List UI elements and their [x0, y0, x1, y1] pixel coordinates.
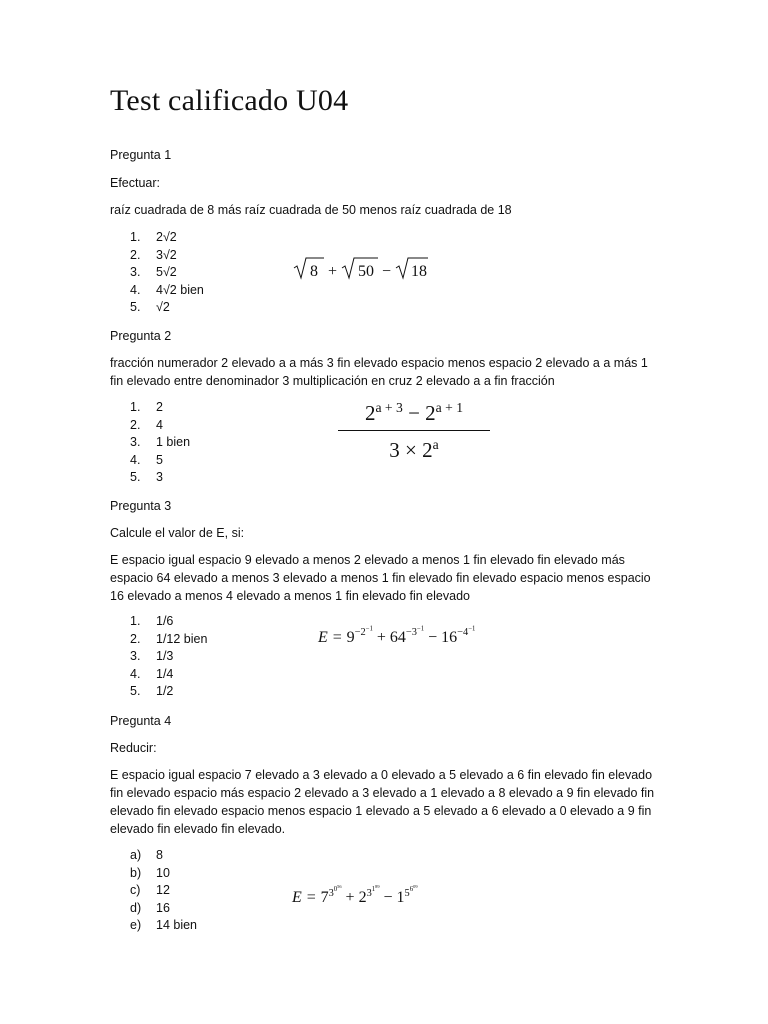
option	[130, 666, 207, 684]
option-text: 5√2	[156, 265, 177, 280]
option-marker: b)	[130, 865, 142, 880]
option-marker: 4.	[130, 282, 141, 297]
option-marker: c)	[130, 883, 141, 898]
radicand: 18	[411, 263, 427, 280]
option	[130, 229, 204, 247]
option-text: 1/6	[156, 614, 174, 628]
option	[130, 613, 207, 631]
option	[130, 417, 190, 435]
option-marker: 2.	[130, 417, 141, 432]
option	[130, 399, 190, 417]
option-text: 1/2	[156, 684, 174, 699]
option-text: 1/3	[156, 649, 174, 664]
option-marker: 4.	[130, 452, 141, 467]
option	[130, 247, 204, 265]
option-text: 1/4	[156, 666, 174, 681]
question-4-options	[130, 847, 197, 935]
option-text: 8	[156, 848, 163, 862]
option-text: 5	[156, 452, 163, 467]
page-title: Test calificado U04	[110, 84, 349, 117]
question-3-statement: E espacio igual espacio 9 elevado a menos 2 elevado a menos 1 fin elevado fin elevado más espacio 64 elevado a menos 3 elevado a menos 1 fin elevado fin elevado espacio menos espacio 16 elevado a menos 4 elevado a menos 1 fin elevado fin elevado	[110, 553, 651, 603]
option-text: 3√2	[156, 247, 177, 262]
option-text: 4	[156, 417, 163, 432]
fraction-numerator: $2^{a + 3} - 2^{a + 1}$	[338, 400, 490, 431]
option	[130, 648, 207, 666]
question-4-heading: Pregunta 4	[110, 714, 172, 728]
question-4-instruction: Reducir:	[110, 741, 157, 755]
option-text: 16	[156, 900, 170, 915]
question-3-formula: $E = 9^{-2^{-1}} + 64^{-3^{-1}} - 16^{-4^{-1}}$	[318, 626, 476, 646]
option-marker: 3.	[130, 435, 141, 450]
option-marker: 5.	[130, 684, 141, 699]
option-marker: d)	[130, 900, 142, 915]
question-2-options	[130, 399, 190, 487]
option	[130, 469, 190, 487]
option-marker: 3.	[130, 265, 141, 280]
option-marker: 3.	[130, 649, 141, 664]
question-1-instruction: Efectuar:	[110, 176, 161, 190]
option	[130, 299, 204, 317]
option-text: 14 bien	[156, 918, 198, 933]
option	[130, 264, 204, 282]
option-marker: 1.	[130, 614, 141, 628]
option-text: 4√2 bien	[156, 282, 204, 297]
option-marker: 2.	[130, 247, 141, 262]
option-marker: e)	[130, 918, 142, 933]
option-marker: 4.	[130, 666, 141, 681]
question-4-formula: $E = 7^{3^{0^{56}}} + 2^{3^{1^{89}}} - 1^{5^{6^{09}}}$	[292, 884, 418, 907]
question-2-heading: Pregunta 2	[110, 329, 172, 343]
question-1-statement: raíz cuadrada de 8 más raíz cuadrada de 50 menos raíz cuadrada de 18	[110, 203, 512, 217]
sqrt-sign	[294, 258, 324, 278]
fraction-denominator: $3 \times 2^a$	[389, 437, 439, 462]
question-1-formula	[292, 252, 432, 282]
question-3-heading: Pregunta 3	[110, 499, 172, 513]
option	[130, 865, 197, 883]
question-3-instruction: Calcule el valor de E, si:	[110, 526, 245, 540]
radicand: 8	[310, 263, 318, 280]
question-1-heading: Pregunta 1	[110, 148, 172, 162]
option	[130, 683, 207, 701]
question-3-options	[130, 613, 207, 701]
option-text: 12	[156, 883, 170, 898]
option	[130, 434, 190, 452]
option-text: √2	[156, 300, 170, 315]
question-2-formula	[338, 400, 490, 463]
option-text: 2√2	[156, 230, 177, 244]
option	[130, 847, 197, 865]
option-text: 1 bien	[156, 435, 191, 450]
option-marker: 1.	[130, 400, 141, 414]
option-marker: 5.	[130, 300, 141, 315]
option-marker: a)	[130, 848, 142, 862]
option-marker: 5.	[130, 470, 141, 485]
option	[130, 900, 197, 918]
option-text: 1/12 bien	[156, 631, 208, 646]
option	[130, 282, 204, 300]
plus-sign: +	[328, 263, 338, 280]
option	[130, 452, 190, 470]
radicand: 50	[358, 263, 374, 280]
option-text: 2	[156, 400, 163, 414]
option	[130, 631, 207, 649]
option	[130, 882, 197, 900]
question-2-statement: fracción numerador 2 elevado a a más 3 fin elevado espacio menos espacio 2 elevado a a más 1 fin elevado entre denominador 3 multiplicación en cruz 2 elevado a a fin fracción	[110, 356, 648, 388]
option-marker: 1.	[130, 230, 141, 244]
option-text: 10	[156, 865, 170, 880]
option	[130, 917, 197, 935]
question-1-options	[130, 229, 204, 317]
option-text: 3	[156, 470, 163, 485]
question-4-statement: E espacio igual espacio 7 elevado a 3 elevado a 0 elevado a 5 elevado a 6 fin elevado fin elevado fin elevado espacio más espacio 2 elevado a 3 elevado a 1 elevado a 8 elevado a 9 fin elevado fin elevado fin elevado espacio menos espacio 1 elevado a 5 elevado a 6 elevado a 0 elevado a 9 fin elevado fin elevado fin elevado.	[110, 768, 655, 836]
option-marker: 2.	[130, 631, 141, 646]
minus-sign: −	[382, 263, 392, 280]
